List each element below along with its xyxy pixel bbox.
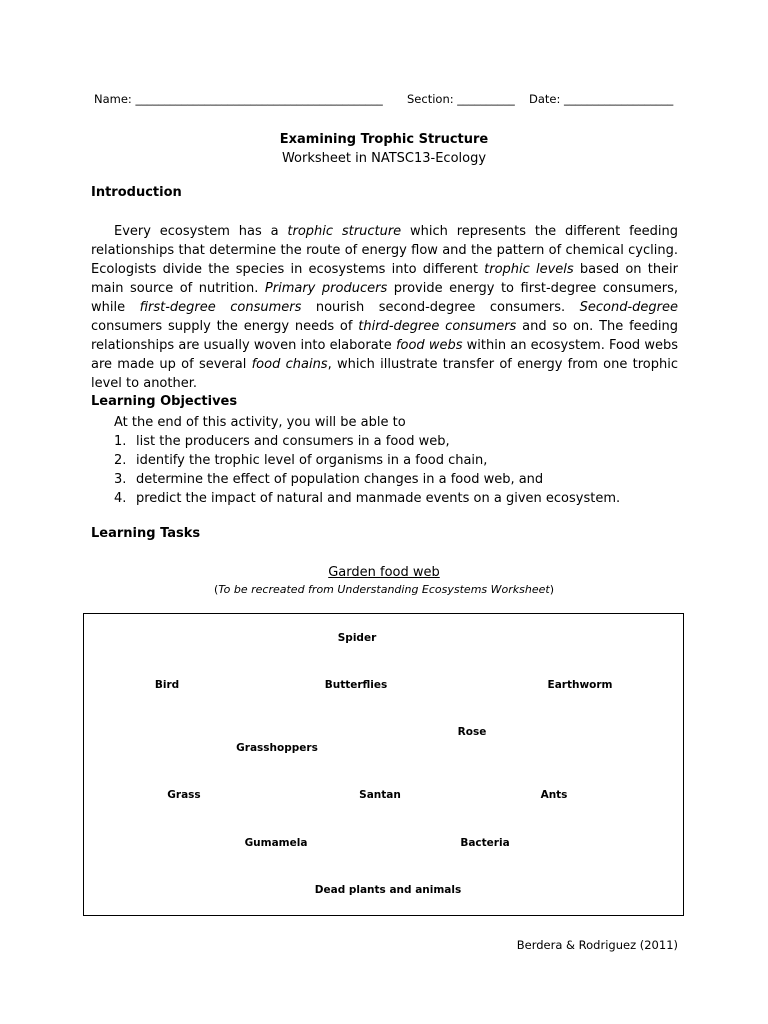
- intro-text: nourish second-degree consumers.: [301, 300, 580, 315]
- tasks-heading: Learning Tasks: [91, 526, 201, 541]
- credit-line: Berdera & Rodriguez (2011): [516, 938, 678, 952]
- objectives-lead: At the end of this activity, you will be able to: [114, 415, 406, 430]
- food-web-title: Garden food web: [328, 565, 440, 580]
- objective-item: [114, 432, 620, 451]
- intro-text: provide energy to first-degree consumers, while: [91, 281, 678, 315]
- node-dead-plants-animals: Dead plants and animals: [314, 884, 462, 896]
- node-bird: Bird: [154, 679, 180, 691]
- objective-item: [114, 470, 620, 489]
- objectives-list: [114, 432, 620, 508]
- intro-term: Primary producers: [264, 281, 388, 296]
- subtitle-paren-open: (: [213, 583, 219, 596]
- intro-term: food chains: [251, 357, 328, 372]
- title-block: [0, 130, 768, 168]
- node-gumamela: Gumamela: [244, 837, 308, 849]
- intro-term: trophic levels: [484, 262, 574, 277]
- objective-text: predict the impact of natural and manmade events on a given ecosystem.: [136, 491, 621, 506]
- node-earthworm: Earthworm: [547, 679, 613, 691]
- intro-text: within an ecosystem. Food webs are made up of several: [91, 338, 679, 372]
- node-santan: Santan: [359, 789, 401, 801]
- worksheet-title: Examining Trophic Structure: [279, 132, 489, 147]
- intro-term: third-degree consumers: [358, 319, 517, 334]
- node-grasshoppers: Grasshoppers: [236, 742, 318, 754]
- objective-number: 4.: [114, 491, 127, 506]
- intro-text: based on their main source of nutrition.: [91, 262, 679, 296]
- name-field[interactable]: Name: ___________________________________________: [94, 92, 383, 106]
- subtitle-text: To be recreated from Understanding Ecosystems Worksheet: [218, 583, 550, 596]
- node-ants: Ants: [540, 789, 568, 801]
- intro-text: , which illustrate transfer of energy from one trophic level to another.: [91, 357, 678, 391]
- intro-text: Every ecosystem has a: [114, 224, 288, 239]
- objective-number: 1.: [114, 434, 127, 449]
- worksheet-subtitle: Worksheet in NATSC13-Ecology: [281, 151, 487, 166]
- intro-term: first-degree consumers: [139, 300, 302, 315]
- date-field[interactable]: Date: ___________________: [529, 92, 674, 106]
- introduction-heading: Introduction: [91, 185, 182, 200]
- objective-text: determine the effect of population changes in a food web, and: [136, 472, 544, 487]
- intro-term: Second-degree: [579, 300, 678, 315]
- node-grass: Grass: [167, 789, 201, 801]
- objective-item: [114, 489, 620, 508]
- food-web-subtitle: [0, 583, 768, 596]
- food-web-box: [83, 613, 684, 916]
- node-spider: Spider: [337, 632, 377, 644]
- objective-number: 2.: [114, 453, 127, 468]
- intro-term: food webs: [395, 338, 463, 353]
- node-bacteria: Bacteria: [460, 837, 510, 849]
- subtitle-paren-close: ): [549, 583, 554, 596]
- introduction-paragraph: [91, 222, 678, 393]
- objective-item: [114, 451, 620, 470]
- intro-term: trophic structure: [287, 224, 402, 239]
- objective-number: 3.: [114, 472, 127, 487]
- node-rose: Rose: [457, 726, 487, 738]
- section-field[interactable]: Section: __________: [407, 92, 515, 106]
- objective-text: identify the trophic level of organisms in a food chain,: [136, 453, 488, 468]
- intro-text: consumers supply the energy needs of: [91, 319, 359, 334]
- intro-text: and so on. The feeding relationships are usually woven into elaborate: [91, 319, 679, 353]
- intro-text: which represents the different feeding relationships that determine the route of energy flow and the pattern of chemical cycling. Ecologists divide the species in ecosystems into different: [91, 224, 679, 277]
- objectives-heading: Learning Objectives: [91, 394, 238, 409]
- node-butterflies: Butterflies: [324, 679, 388, 691]
- objective-text: list the producers and consumers in a food web,: [136, 434, 450, 449]
